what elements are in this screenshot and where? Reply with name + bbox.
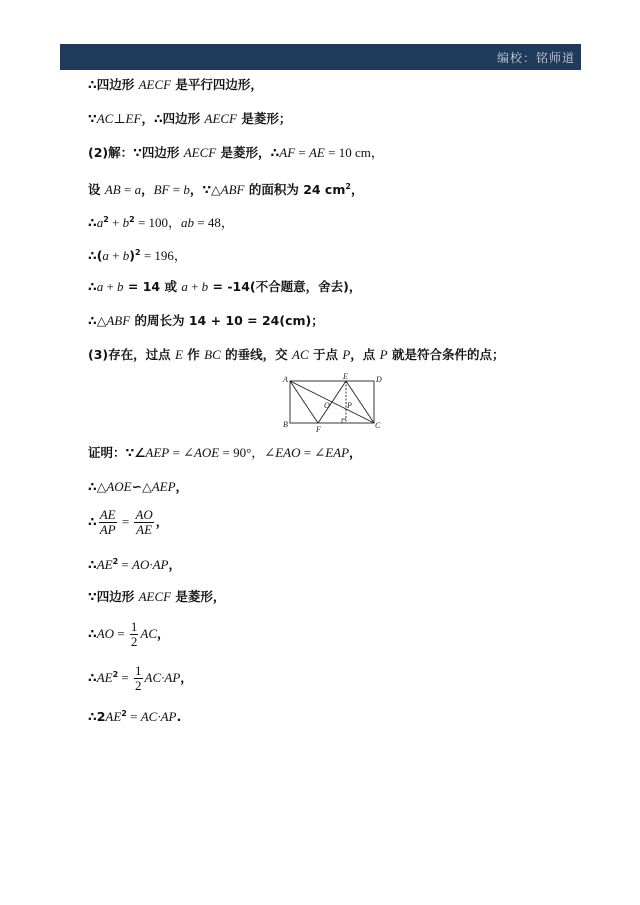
label-f: F — [316, 425, 321, 434]
fraction-one-half-2: $\frac{1}{2}$ — [135, 663, 142, 693]
line-2: ∵AC⊥EF，∴四边形 AECF 是菱形； — [88, 111, 292, 126]
line-14: ∵四边形 AECF 是菱形， — [88, 589, 226, 604]
line-11: ∴△AOE∽△AEP， — [88, 479, 189, 494]
header-credit: 编校：铭师道 — [496, 51, 575, 65]
label-o: O — [324, 401, 330, 410]
geometry-figure — [280, 372, 384, 436]
label-b: B — [283, 420, 288, 429]
line-15: ∴AO = $\frac{1}{2}$ AC， — [88, 619, 170, 649]
label-p: P — [347, 401, 352, 410]
line-4: 设 AB = a，BF = b，∵△ABF 的面积为 24 $cm^2$， — [88, 182, 364, 198]
right-angle-mark — [342, 419, 346, 423]
line-13: $\therefore AE^2 = AO\cdot AP$， — [88, 557, 181, 573]
fraction-ao-ae: $\frac{AO}{AE}$ — [135, 507, 153, 537]
line-5: $\therefore a^2 + b^2 = 100$，ab = 48， — [88, 215, 234, 231]
fraction-ae-ap: $\frac{AE}{AP}$ — [99, 507, 116, 537]
line-17: $\therefore 2AE^2 = AC\cdot AP$. — [88, 709, 182, 725]
line-10: 证明：∵∠AEP = ∠AOE = 90°，∠EAO = ∠EAP， — [88, 445, 362, 460]
line-6: ∴(a + b)$^2$ = 196， — [88, 248, 187, 264]
label-c: C — [375, 421, 381, 430]
fraction-one-half: $\frac{1}{2}$ — [130, 619, 138, 649]
line-16: $\therefore AE^2$ = $\frac{1}{2}$ AC·AP， — [88, 663, 193, 693]
line-12: ∴ $\frac{AE}{AP}$ = $\frac{AO}{AE}$ ， — [88, 507, 169, 537]
label-a: A — [283, 375, 288, 384]
segment-ef — [318, 381, 346, 423]
header-bar — [60, 44, 581, 70]
line-3: (2)解：∵四边形 AECF 是菱形，∴AF = AE = 10 cm， — [88, 145, 384, 160]
line-7: ∴a + b = 14 或 a + b = ‐14(不合题意，舍去)， — [88, 279, 362, 294]
line-9: (3)存在，过点 E 作 BC 的垂线，交 AC 于点 P，点 P 就是符合条件的点； — [88, 347, 505, 362]
line-1: ∴四边形 AECF 是平行四边形， — [88, 77, 263, 92]
label-e: E — [343, 372, 348, 381]
label-d: D — [376, 375, 382, 384]
segment-af — [290, 381, 318, 423]
line-8: ∴△ABF 的周长为 14 + 10 = 24(cm)； — [88, 313, 324, 328]
